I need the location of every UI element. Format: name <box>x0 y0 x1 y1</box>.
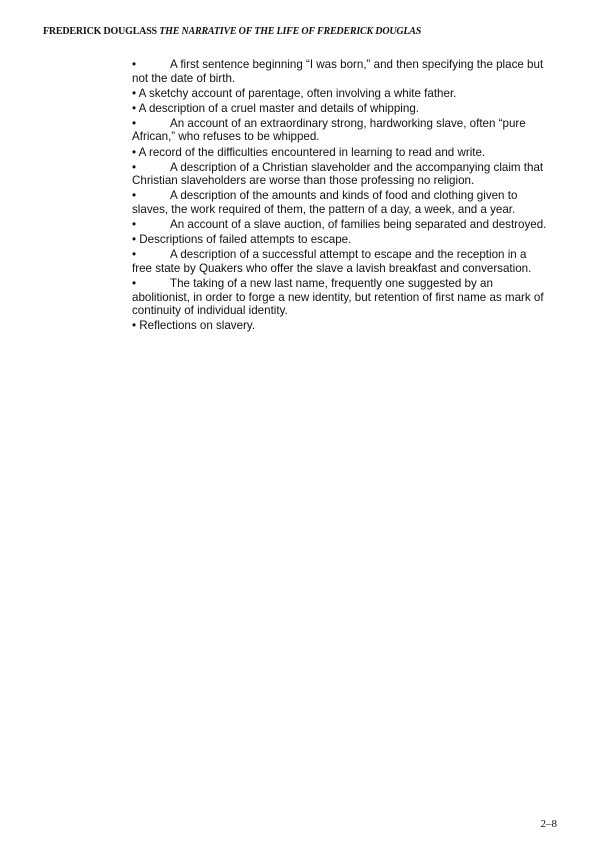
list-item <box>132 87 548 101</box>
list-item <box>132 102 548 116</box>
list-item-text: A description of a Christian slaveholder and the accompanying claim that Christian slaveholders are worse than those professing no religion. <box>132 160 544 188</box>
bullet-marker: • <box>132 116 137 130</box>
list-item-text: A first sentence beginning “I was born,” and then specifying the place but not the date of birth. <box>132 58 544 85</box>
bullet-list <box>132 58 548 334</box>
list-item-text: An account of a slave auction, of families being separated and destroyed. <box>170 218 547 232</box>
bullet-marker: • <box>132 319 137 333</box>
list-item <box>132 117 548 144</box>
list-item <box>132 218 548 232</box>
list-item <box>132 319 548 333</box>
bullet-marker: • <box>132 101 137 115</box>
list-item <box>132 233 548 247</box>
list-item-text: A sketchy account of parentage, often involving a white father. <box>138 86 457 100</box>
list-item <box>132 189 548 216</box>
bullet-marker: • <box>132 58 137 71</box>
list-item-text: A description of a cruel master and details of whipping. <box>138 101 419 115</box>
list-item <box>132 58 548 85</box>
list-item <box>132 146 548 160</box>
bullet-marker: • <box>132 145 137 159</box>
header-author: FREDERICK DOUGLASS <box>43 26 157 37</box>
list-item-text: Descriptions of failed attempts to escape. <box>139 233 352 247</box>
list-item-text: An account of an extraordinary strong, hardworking slave, often “pure African,” who refuses to be whipped. <box>132 116 526 144</box>
list-item <box>132 277 548 318</box>
list-item-text: Reflections on slavery. <box>139 319 256 333</box>
list-item-text: A description of a successful attempt to escape and the reception in a free state by Quakers who offer the slave a lavish breakfast and conversation. <box>132 248 532 275</box>
bullet-marker: • <box>132 189 137 203</box>
bullet-marker: • <box>132 276 137 290</box>
bullet-marker: • <box>132 233 137 247</box>
header-title: THE NARRATIVE OF THE LIFE OF FREDERICK DOUGLAS <box>159 26 422 37</box>
bullet-marker: • <box>132 248 137 262</box>
list-item-text: The taking of a new last name, frequently one suggested by an abolitionist, in order to forge a new identity, but retention of first name as mark of continuity of individual identity. <box>132 276 544 318</box>
bullet-marker: • <box>132 86 137 100</box>
list-item <box>132 161 548 188</box>
bullet-marker: • <box>132 160 137 174</box>
running-header <box>43 26 583 37</box>
page-number: 2–8 <box>540 818 557 830</box>
bullet-marker: • <box>132 218 137 232</box>
list-item-text: A record of the difficulties encountered in learning to read and write. <box>138 145 486 159</box>
list-item <box>132 248 548 275</box>
list-item-text: A description of the amounts and kinds of food and clothing given to slaves, the work required of them, the pattern of a day, a week, and a year. <box>132 189 518 216</box>
